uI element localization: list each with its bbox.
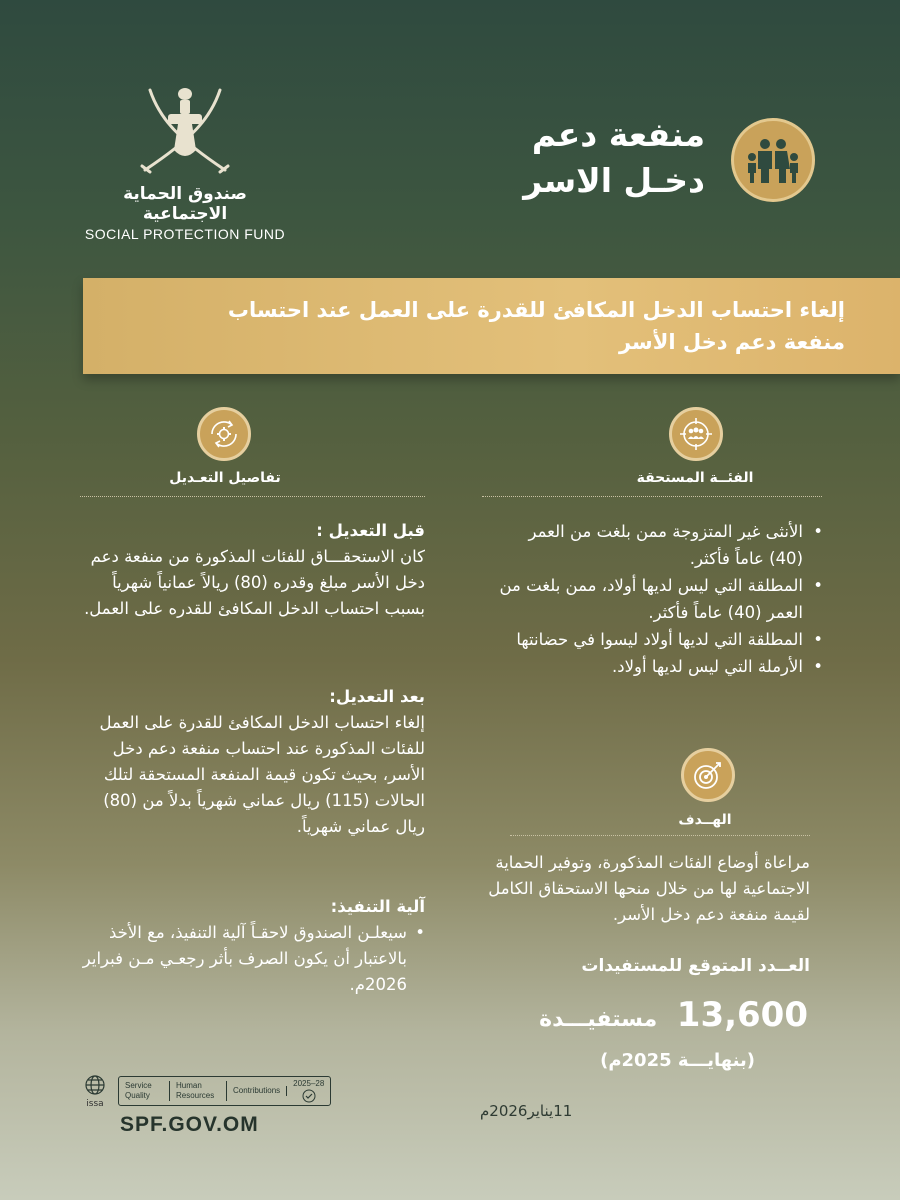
globe-icon: [84, 1074, 106, 1096]
beneficiaries-unit: مستفيـــدة: [539, 1007, 658, 1032]
family-icon: [731, 118, 815, 202]
amendment-divider: [80, 496, 425, 497]
certification-badges: [80, 1074, 380, 1108]
logo-arabic-name: صندوق الحماية الاجتماعية: [123, 184, 247, 224]
issa-certification-badge: [118, 1076, 331, 1106]
check-circle-icon: [302, 1089, 316, 1103]
list-item: • الأنثى غير المتزوجة ممن بلغت من العمر (40) عاماً فأكثر.: [490, 518, 825, 572]
eligible-divider: [482, 496, 822, 497]
logo-english-name: SOCIAL PROTECTION FUND: [84, 226, 286, 242]
badge-years-block: [287, 1079, 330, 1103]
amendment-heading: تفاصيل التعـديل: [169, 470, 281, 486]
issa-logo: [80, 1074, 110, 1109]
after-text: إلغاء احتساب الدخل المكافئ للقدرة على العمل للفئات المذكورة عند احتساب منفعة دعم دخل الأسر، بحيث تكون قيمة المنفعة المستحقة لتلك الحالات (115) ريال عماني شهرياً بدلاً من (80) ريال عماني شهرياً.: [99, 713, 425, 836]
before-text: كان الاستحقـــاق للفئات المذكورة من منفعة دعم دخل الأسر مبلغ وقدره (80) ريالاً عمانياً شهرياً بسبب احتساب الدخل المكافئ للقدره على العمل.: [84, 547, 425, 618]
goal-divider: [510, 835, 810, 836]
list-item: • المطلقة التي ليس لديها أولاد، ممن بلغت من العمر (40) عاماً فأكثر.: [490, 572, 825, 626]
after-title: بعد التعديل:: [329, 687, 425, 706]
mechanism-title: آلية التنفيذ:: [330, 897, 425, 916]
headline-banner: [83, 278, 900, 374]
before-amendment: [80, 518, 425, 622]
banner-line-2: منفعة دعم دخل الأسر: [618, 330, 845, 354]
badge-contrib: Contributions: [227, 1086, 287, 1096]
page-title: [445, 112, 705, 204]
beneficiaries-note: (بنهايـــة 2025م): [600, 1050, 755, 1071]
publish-date: 11يناير2026م: [480, 1102, 573, 1120]
banner-line-1: إلغاء احتساب الدخل المكافئ للقدرة على العمل عند احتساب: [227, 298, 845, 322]
after-amendment: [80, 684, 425, 840]
beneficiaries-count: 13,600: [676, 995, 808, 1035]
list-item: • المطلقة التي لديها أولاد ليسوا في حضانتها: [490, 626, 825, 653]
title-line-1: منفعة دعم: [531, 115, 705, 154]
eligible-heading: الفئــة المستحقة: [636, 470, 754, 486]
implementation-mechanism: [80, 894, 425, 998]
gear-cycle-icon: [197, 407, 251, 461]
khanjar-emblem-icon: [130, 80, 240, 180]
target-people-icon: [669, 407, 723, 461]
dartboard-icon: [681, 748, 735, 802]
website-link[interactable]: SPF.GOV.OM: [120, 1113, 259, 1136]
beneficiaries-label: العــدد المتوقع للمستفيدات: [581, 956, 810, 976]
list-item: • سيعلـن الصندوق لاحقـاً آلية التنفيذ، مع الأخذ بالاعتبار أن يكون الصرف بأثر رجعـي مـن فبراير 2026م.: [80, 920, 425, 998]
badge-service: Service Quality: [119, 1081, 170, 1101]
fund-logo: [80, 80, 290, 242]
eligible-list: [490, 518, 825, 680]
title-line-2: دخـل الاسر: [523, 161, 705, 200]
list-item: • الأرملة التي ليس لديها أولاد.: [490, 653, 825, 680]
issa-label: issa: [86, 1098, 104, 1109]
beneficiaries-count-row: [468, 995, 808, 1035]
badge-hr: Human Resources: [170, 1081, 227, 1101]
goal-text: مراعاة أوضاع الفئات المذكورة، وتوفير الحماية الاجتماعية لها من خلال منحها الاستحقاق الكامل لقيمة منفعة دعم دخل الأسر.: [488, 853, 810, 924]
badge-years: 2025–28: [293, 1079, 325, 1088]
goal-heading: الهــدف: [678, 812, 732, 828]
before-title: قبل التعديل :: [316, 521, 425, 540]
